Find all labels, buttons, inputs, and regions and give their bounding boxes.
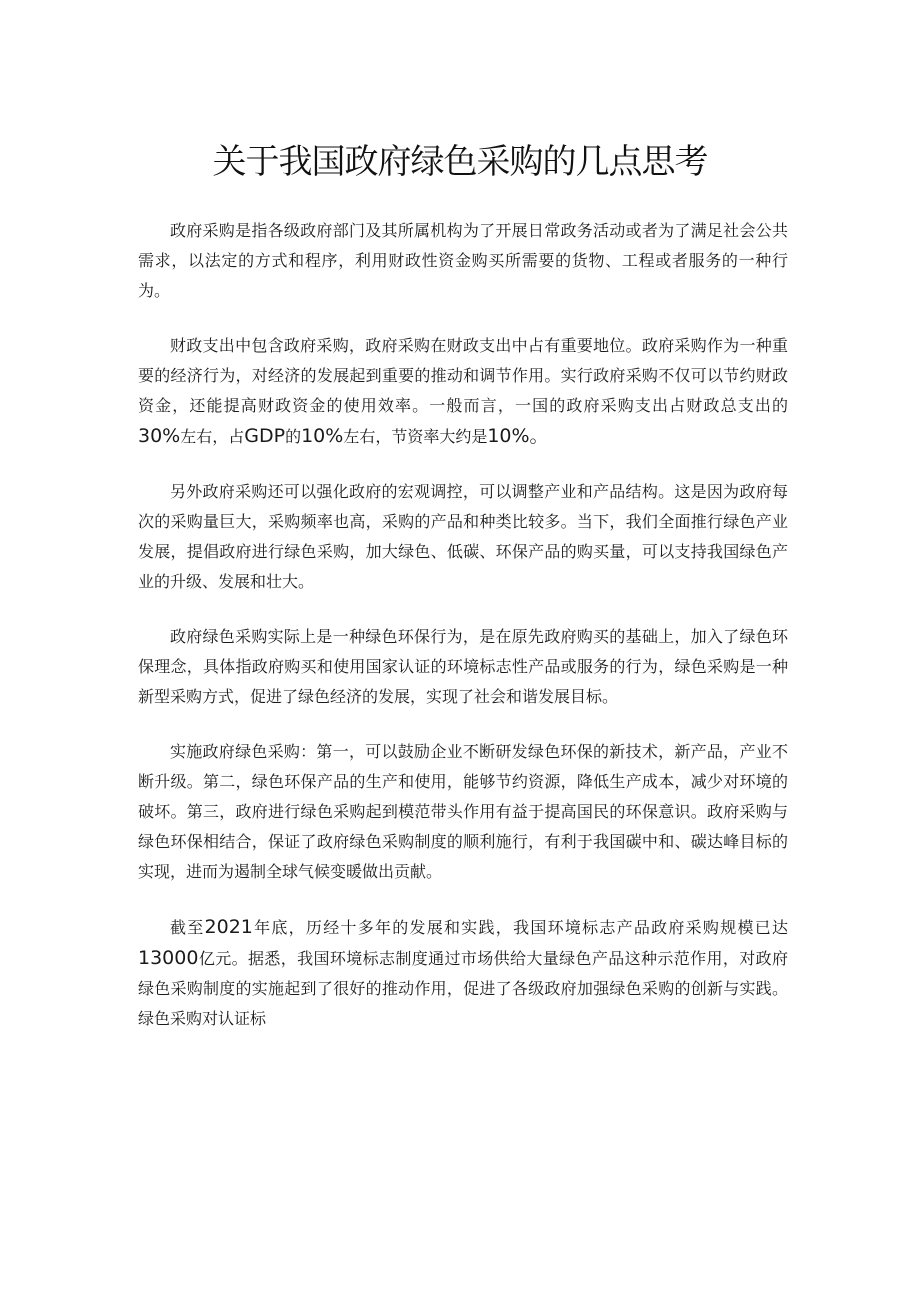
document-body [138, 216, 788, 1059]
document-title: 关于我国政府绿色采购的几点思考 [212, 142, 708, 182]
paragraph-text: 的 [285, 427, 302, 446]
percentage-value: 10%。 [487, 425, 549, 447]
paragraph-text: 政府绿色采购实际上是一种绿色环保行为，是在原先政府购买的基础上，加入了绿色环保理念，具体指政府购买和使用国家认证的环境标志性产品或服务的行为，绿色采购是一种新型采购方式，促进了绿色经济的发展，实现了社会和谐发展目标。 [138, 627, 788, 706]
paragraph-text: 左右，占 [180, 427, 245, 446]
percentage-value: 30% [138, 425, 181, 447]
year-value: 2021 [204, 916, 253, 938]
paragraph-text: 截至 [170, 918, 205, 937]
gdp-label: GDP [244, 425, 286, 447]
paragraph-text: 实施政府绿色采购：第一，可以鼓励企业不断研发绿色环保的新技术，新产品，产业不断升级。第二，绿色环保产品的生产和使用，能够节约资源，降低生产成本，减少对环境的破坏。第三，政府进行绿色采购起到模范带头作用有益于提高国民的环保意识。政府采购与绿色环保相结合，保证了政府绿色采购制度的顺利施行，有利于我国碳中和、碳达峰目标的实现，进而为遏制全球气候变暖做出贡献。 [138, 742, 788, 881]
paragraph-4 [138, 622, 788, 712]
paragraph-3 [138, 477, 788, 597]
paragraph-text: 政府采购是指各级政府部门及其所属机构为了开展日常政务活动或者为了满足社会公共需求，以法定的方式和程序，利用财政性资金购买所需要的货物、工程或者服务的一种行为。 [138, 221, 788, 300]
paragraph-2 [138, 331, 788, 452]
paragraph-text: 财政支出中包含政府采购，政府采购在财政支出中占有重要地位。政府采购作为一种重要的经济行为，对经济的发展起到重要的推动和调节作用。实行政府采购不仅可以节约财政资金，还能提高财政资金的使用效率。一般而言，一国的政府采购支出占财政总支出的 [138, 336, 788, 415]
paragraph-6 [138, 912, 788, 1034]
amount-value: 13000 [138, 947, 199, 969]
paragraph-1 [138, 216, 788, 306]
paragraph-text: 另外政府采购还可以强化政府的宏观调控，可以调整产业和产品结构。这是因为政府每次的采购量巨大，采购频率也高，采购的产品和种类比较多。当下，我们全面推行绿色产业发展，提倡政府进行绿色采购，加大绿色、低碳、环保产品的购买量，可以支持我国绿色产业的升级、发展和壮大。 [138, 482, 788, 591]
percentage-value: 10% [301, 425, 344, 447]
paragraph-text: 左右，节资率大约是 [343, 427, 488, 446]
paragraph-text: 年底，历经十多年的发展和实践，我国环境标志产品政府采购规模已达 [252, 918, 788, 937]
paragraph-5 [138, 737, 788, 887]
paragraph-text: 亿元。据悉，我国环境标志制度通过市场供给大量绿色产品这种示范作用，对政府绿色采购制度的实施起到了很好的推动作用，促进了各级政府加强绿色采购的创新与实践。绿色采购对认证标 [138, 949, 788, 1028]
